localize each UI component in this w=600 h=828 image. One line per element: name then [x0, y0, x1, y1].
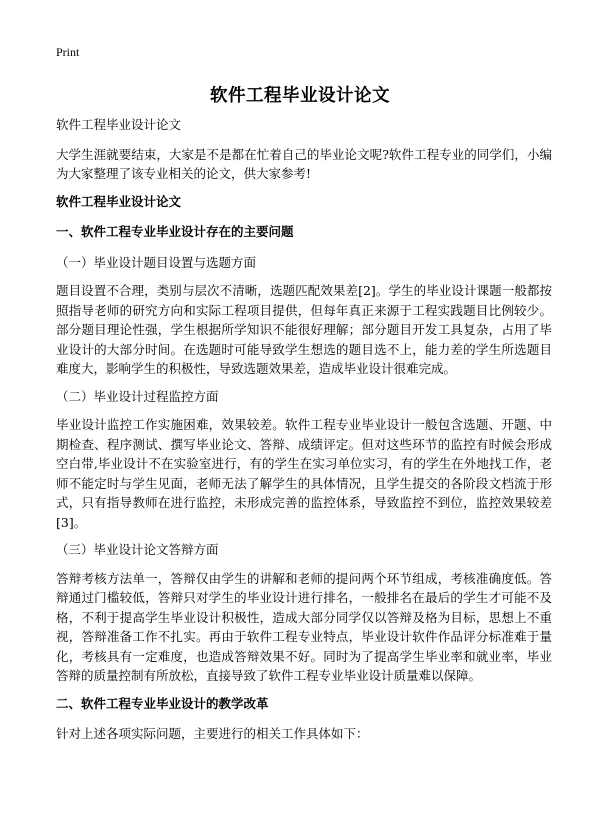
subsection-2-paragraph: 毕业设计监控工作实施困难，效果较差。软件工程专业毕业设计一般包含选题、开题、中期检查、程序测试、撰写毕业论文、答辩、成绩评定。但对这些环节的监控有时候会形成空白带,毕业设计不在实验室进行，有的学生在实习单位实习，有的学生在外地找工作，老师不能定时与学生见面，老师无法了解学生的具体情况，且学生提交的各阶段文档流于形式，只有指导教师在进行监控，未形成完善的监控体系，导致监控不到位，监控效果较差[3]。 — [56, 417, 552, 530]
intro-paragraph: 大学生涯就要结束，大家是不是都在忙着自己的毕业论文呢?软件工程专业的同学们，小编为大家整理了该专业相关的论文，供大家参考! — [56, 146, 552, 181]
main-heading: 软件工程毕业设计论文 — [56, 193, 182, 209]
section-2-heading: 二、软件工程专业毕业设计的教学改革 — [56, 695, 269, 711]
page-title: 软件工程毕业设计论文 — [210, 86, 390, 106]
subsection-3-paragraph: 答辩考核方法单一，答辩仅由学生的讲解和老师的提问两个环节组成，考核准确度低。答辩通过门槛较低，答辩只对学生的毕业设计进行排名，一般排名在最后的学生才可能不及格，不利于提高学生毕业设计积极性，造成大部分同学仅以答辩及格为目标，思想上不重视，答辩准备工作不扎实。再由于软件工程专业特点，毕业设计软件作品评分标准难于量化，考核具有一定难度，也造成答辩效果不好。同时为了提高学生毕业率和就业率，毕业答辩的质量控制有所放松，直接导致了软件工程专业毕业设计质量难以保障。 — [56, 570, 552, 683]
article-body — [56, 115, 552, 752]
subsection-2-heading: （二）毕业设计过程监控方面 — [56, 388, 219, 404]
subsection-3-heading: （三）毕业设计论文答辩方面 — [56, 542, 219, 557]
subsection-1-heading: （一）毕业设计题目设置与选题方面 — [56, 254, 257, 270]
print-link[interactable]: Print — [56, 45, 80, 59]
section-1-heading: 一、软件工程专业毕业设计存在的主要问题 — [56, 224, 294, 239]
section-2-paragraph: 针对上述各项实际问题，主要进行的相关工作具体如下： — [56, 726, 369, 741]
article-subtitle: 软件工程毕业设计论文 — [56, 117, 182, 132]
subsection-1-paragraph: 题目设置不合理，类别与层次不清晰，选题匹配效果差[2]。学生的毕业设计课题一般都按照指导老师的研究方向和实际工程项目提供，但每年真正来源于工程实践题目比例较少。部分题目理论性强，学生根据所学知识不能很好理解；部分题目开发工具复杂，占用了毕业设计的大部分时间。在选题时可能导致学生想选的题目选不上，能力差的学生所选题目难度大，影响学生的积极性，导致选题效果差，造成毕业设计很难完成。 — [56, 283, 552, 376]
